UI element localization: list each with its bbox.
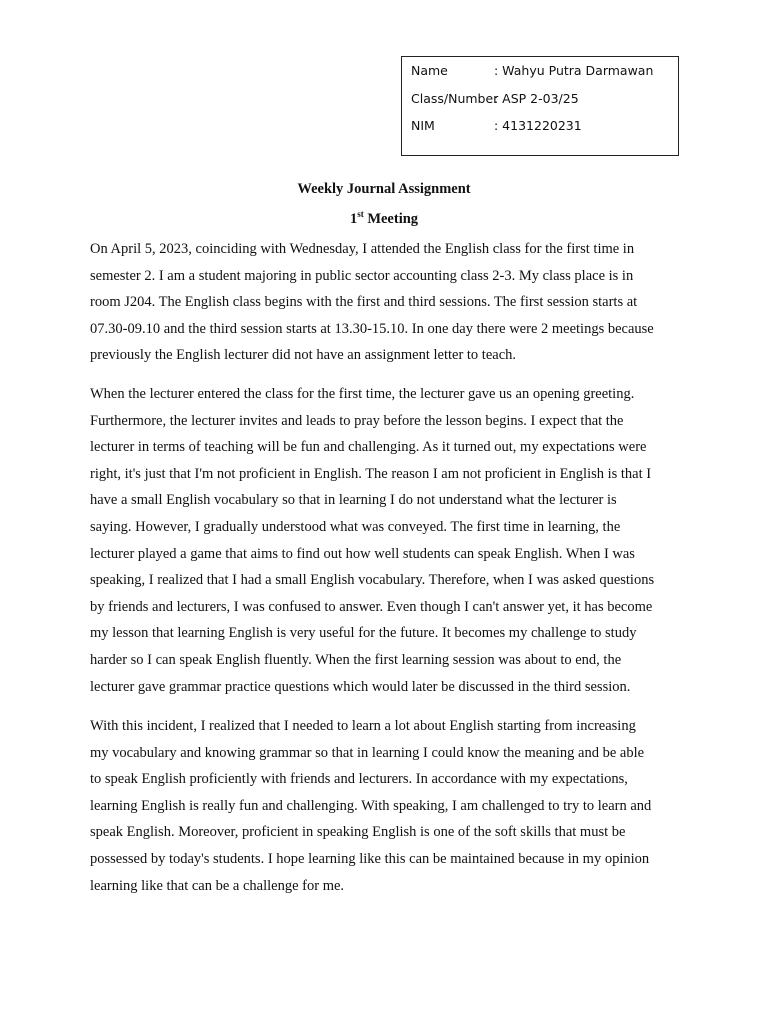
class-number-row <box>411 89 579 109</box>
meeting-ordinal-suffix: st <box>357 209 364 220</box>
text-line: by friends and lecturers, I was confused to answer. Even though I can't answer yet, it has become <box>90 598 653 615</box>
text-line: saying. However, I gradually understood what was conveyed. The first time in learning, the <box>90 518 621 535</box>
text-line: semester 2. I am a student majoring in public sector accounting class 2-3. My class place is in <box>90 267 634 284</box>
paragraph-2 <box>90 381 690 700</box>
meeting-number: 1 <box>349 211 358 227</box>
text-line: lecturer played a game that aims to find out how well students can speak English. When I was <box>90 545 635 562</box>
student-info-box <box>401 56 679 156</box>
class-number-label: Class/Number <box>411 91 499 106</box>
name-row <box>411 61 653 81</box>
text-line: lecturer in terms of teaching will be fun and challenging. As it turned out, my expectations were <box>90 439 647 456</box>
text-line: speaking, I realized that I had a small English vocabulary. Therefore, when I was asked questions <box>90 572 655 589</box>
text-line: have a small English vocabulary so that in learning I do not understand what the lecturer is <box>90 492 617 509</box>
text-line: room J204. The English class begins with the first and third sessions. The first session starts at <box>90 294 638 311</box>
text-line: to speak English proficiently with friends and lecturers. In accordance with my expectations, <box>90 771 628 788</box>
nim-value: : 4131220231 <box>494 118 582 133</box>
text-line: Furthermore, the lecturer invites and leads to pray before the lesson begins. I expect that the <box>90 412 624 429</box>
name-label: Name <box>411 63 448 78</box>
text-line: On April 5, 2023, coinciding with Wednesday, I attended the English class for the first time in <box>90 241 635 257</box>
text-line: When the lecturer entered the class for the first time, the lecturer gave us an opening greeting. <box>90 386 635 402</box>
text-line: learning English is really fun and challenging. With speaking, I am challenged to try to learn and <box>90 797 652 814</box>
text-line: lecturer gave grammar practice questions which would later be discussed in the third session. <box>90 678 631 695</box>
text-line: learning like that can be a challenge for me. <box>90 877 345 894</box>
nim-row <box>411 116 582 136</box>
meeting-heading <box>0 211 768 228</box>
nim-label: NIM <box>411 118 435 133</box>
text-line: right, it's just that I'm not proficient in English. The reason I am not proficient in English is that I <box>90 465 652 482</box>
text-line: speak English. Moreover, proficient in speaking English is one of the soft skills that must be <box>90 824 626 841</box>
paragraph-3 <box>90 713 690 899</box>
class-number-value: : ASP 2-03/25 <box>494 91 579 106</box>
text-line: possessed by today's students. I hope learning like this can be maintained because in my opinion <box>90 850 650 867</box>
text-line: harder so I can speak English fluently. When the first learning session was about to end, the <box>90 651 622 668</box>
text-line: With this incident, I realized that I needed to learn a lot about English starting from increasing <box>90 718 636 734</box>
paragraph-1 <box>90 236 690 369</box>
text-line: previously the English lecturer did not have an assignment letter to teach. <box>90 347 517 364</box>
name-value: : Wahyu Putra Darmawan <box>494 63 654 78</box>
text-line: 07.30-09.10 and the third session starts at 13.30-15.10. In one day there were 2 meetings because <box>90 320 654 337</box>
text-line: my lesson that learning English is very useful for the future. It becomes my challenge to study <box>90 625 637 642</box>
meeting-label: Meeting <box>363 211 419 227</box>
text-line: my vocabulary and knowing grammar so that in learning I could know the meaning and be able <box>90 744 645 761</box>
document-title: Weekly Journal Assignment <box>297 181 471 197</box>
